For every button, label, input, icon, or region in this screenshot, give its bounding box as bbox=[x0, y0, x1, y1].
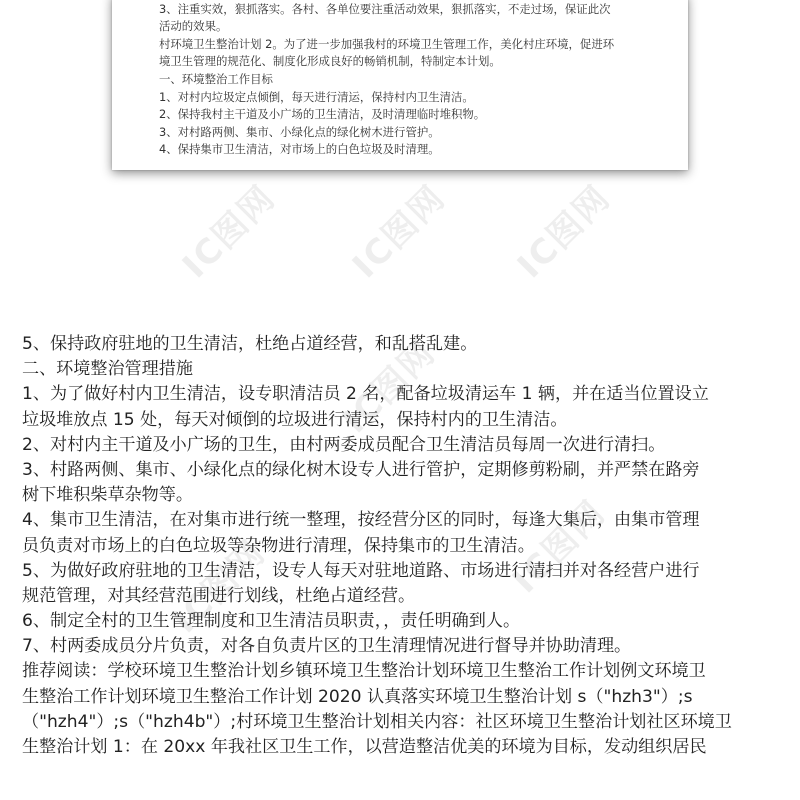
preview-line: 2、保持我村主干道及小广场的卫生清洁，及时清理临时堆积物。 bbox=[159, 107, 486, 122]
body-line: 5、保持政府驻地的卫生清洁，杜绝占道经营，和乱搭乱建。 bbox=[22, 334, 478, 354]
watermark: IC图网 bbox=[334, 332, 444, 442]
body-line: 生整治计划 1：在 20xx 年我社区卫生工作，以营造整洁优美的环境为目标，发动组织居民 bbox=[22, 737, 707, 757]
watermark: IC图网 bbox=[344, 177, 454, 287]
watermark: IC图网 bbox=[509, 177, 619, 287]
body-line: 1、为了做好村内卫生清洁，设专职清洁员 2 名，配备垃圾清运车 1 辆，并在适当位置设立 bbox=[22, 384, 709, 405]
watermark: IC图网 bbox=[164, 532, 274, 642]
preview-line: 4、保持集市卫生清洁，对市场上的白色垃圾及时清理。 bbox=[159, 142, 440, 157]
preview-line: 村环境卫生整治计划 2。为了进一步加强我村的环境卫生管理工作，美化村庄环境，促进环 bbox=[159, 36, 615, 51]
body-line: 二、环境整治管理措施 bbox=[22, 359, 193, 380]
body-line: 树下堆积柴草杂物等。 bbox=[22, 485, 193, 506]
preview-line: 一、环境整治工作目标 bbox=[159, 71, 273, 86]
preview-text bbox=[159, 0, 679, 159]
body-line: 3、村路两侧、集市、小绿化点的绿化树木设专人进行管护，定期修剪粉刷，并严禁在路旁 bbox=[22, 459, 700, 480]
preview-line: 活动的效果。 bbox=[159, 19, 228, 34]
body-line: 员负责对市场上的白色垃圾等杂物进行清理，保持集市的卫生清洁。 bbox=[22, 535, 535, 556]
body-line: 6、制定全村的卫生管理制度和卫生清洁员职责，，责任明确到人。 bbox=[22, 611, 521, 632]
body-line: 4、集市卫生清洁，在对集市进行统一整理，按经营分区的同时，每逢大集后，由集市管理 bbox=[22, 510, 700, 531]
body-line: 5、为做好政府驻地的卫生清洁，设专人每天对驻地道路、市场进行清扫并对各经营户进行 bbox=[22, 560, 700, 581]
body-line: 2、对村内主干道及小广场的卫生，由村两委成员配合卫生清洁员每周一次进行清扫。 bbox=[22, 434, 666, 455]
document-body bbox=[22, 332, 782, 760]
body-line: 7、村两委成员分片负责，对各自负责片区的卫生清理情况进行督导并协助清理。 bbox=[22, 636, 632, 657]
preview-line: 3、对村路两侧、集市、小绿化点的绿化树木进行管护。 bbox=[159, 124, 440, 139]
body-line: 推荐阅读：学校环境卫生整治计划乡镇环境卫生整治计划环境卫生整治工作计划例文环境卫 bbox=[22, 661, 706, 682]
body-line: （"hzh4"）;s（"hzh4b"）;村环境卫生整治计划相关内容：社区环境卫生整治计划社区环境卫 bbox=[22, 711, 732, 732]
preview-line: 境卫生管理的规范化、制度化形成良好的畅销机制，特制定本计划。 bbox=[159, 54, 501, 69]
body-line: 垃圾堆放点 15 处，每天对倾倒的垃圾进行清运，保持村内的卫生清洁。 bbox=[22, 409, 568, 430]
preview-line: 3、注重实效，狠抓落实。各村、各单位要注重活动效果，狠抓落实，不走过场，保证此次 bbox=[159, 1, 611, 16]
document-preview-card bbox=[112, 0, 688, 170]
preview-line: 1、对村内垃圾定点倾倒，每天进行清运，保持村内卫生清洁。 bbox=[159, 89, 474, 104]
watermark: IC图网 bbox=[174, 177, 284, 287]
body-line: 规范管理，对其经营范围进行划线，杜绝占道经营。 bbox=[22, 585, 416, 606]
body-line: 生整治工作计划环境卫生整治工作计划 2020 认真落实环境卫生整治计划 s（"hzh3"）;s bbox=[22, 686, 693, 707]
watermark: IC图网 bbox=[504, 492, 614, 602]
